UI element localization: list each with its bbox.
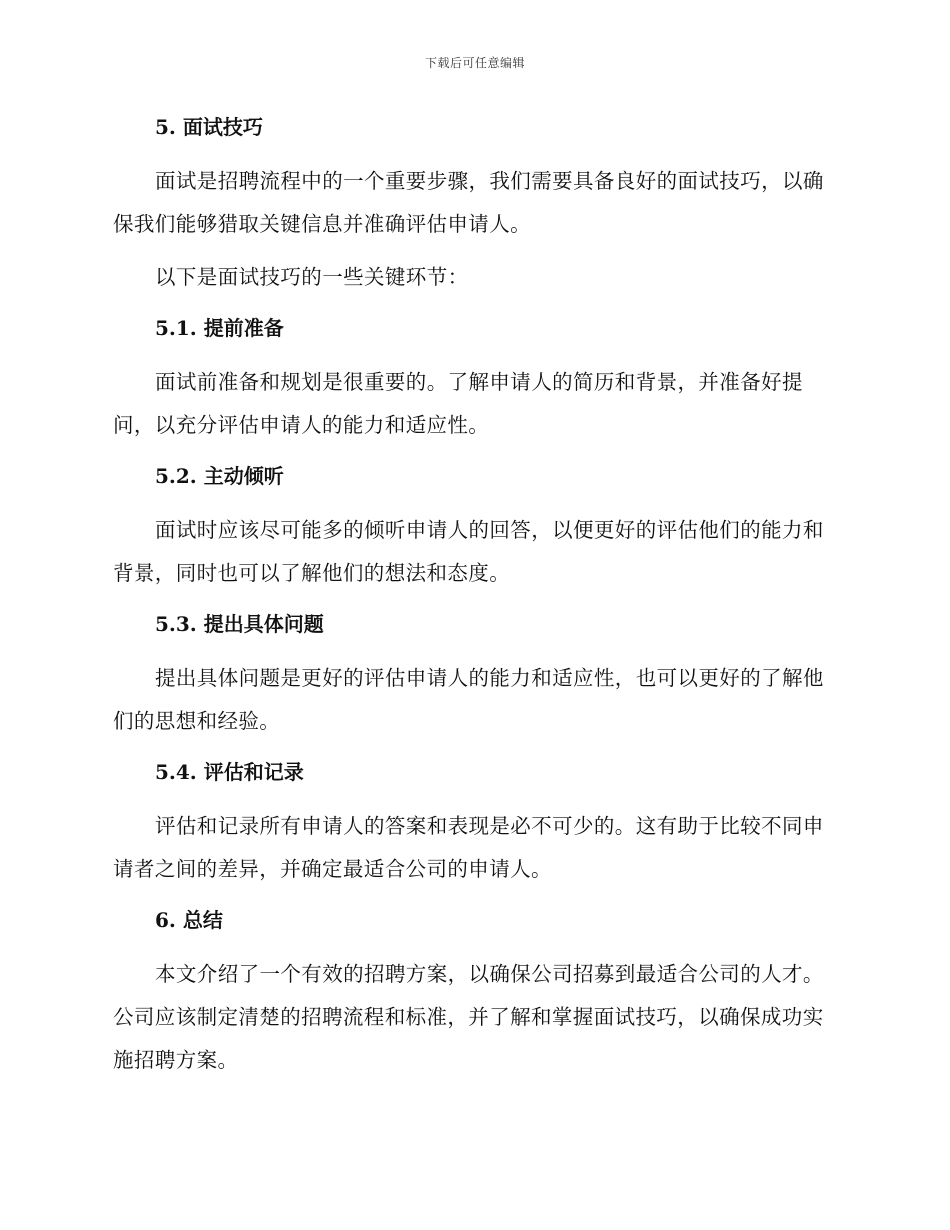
header-note: 下载后可任意编辑 xyxy=(424,56,525,70)
section-5-paragraph-1: 面试是招聘流程中的一个重要步骤，我们需要具备良好的面试技巧，以确保我们能够猎取关键信息并准确评估申请人。 xyxy=(113,169,824,236)
section-5-4-paragraph: 评估和记录所有申请人的答案和表现是必不可少的。这有助于比较不同申请者之间的差异，并确定最适合公司的申请人。 xyxy=(113,814,824,881)
section-5-2-title: 5.2. 主动倾听 xyxy=(155,464,284,488)
section-5-1-title: 5.1. 提前准备 xyxy=(155,316,284,340)
section-5-4-title: 5.4. 评估和记录 xyxy=(155,760,304,784)
section-5-title: 5. 面试技巧 xyxy=(155,115,263,139)
section-5-paragraph-2: 以下是面试技巧的一些关键环节： xyxy=(155,265,469,289)
document-body xyxy=(113,108,831,1082)
section-5-3-paragraph: 提出具体问题是更好的评估申请人的能力和适应性，也可以更好的了解他们的思想和经验。 xyxy=(113,666,824,733)
section-6-title: 6. 总结 xyxy=(155,908,223,932)
section-6-paragraph: 本文介绍了一个有效的招聘方案，以确保公司招募到最适合公司的人才。公司应该制定清楚的招聘流程和标准，并了解和掌握面试技巧，以确保成功实施招聘方案。 xyxy=(113,962,824,1072)
section-5-1-paragraph: 面试前准备和规划是很重要的。了解申请人的简历和背景，并准备好提问，以充分评估申请人的能力和适应性。 xyxy=(113,370,803,437)
section-5-3-title: 5.3. 提出具体问题 xyxy=(155,612,324,636)
section-5-2-paragraph: 面试时应该尽可能多的倾听申请人的回答，以便更好的评估他们的能力和背景，同时也可以了解他们的想法和态度。 xyxy=(113,518,824,585)
